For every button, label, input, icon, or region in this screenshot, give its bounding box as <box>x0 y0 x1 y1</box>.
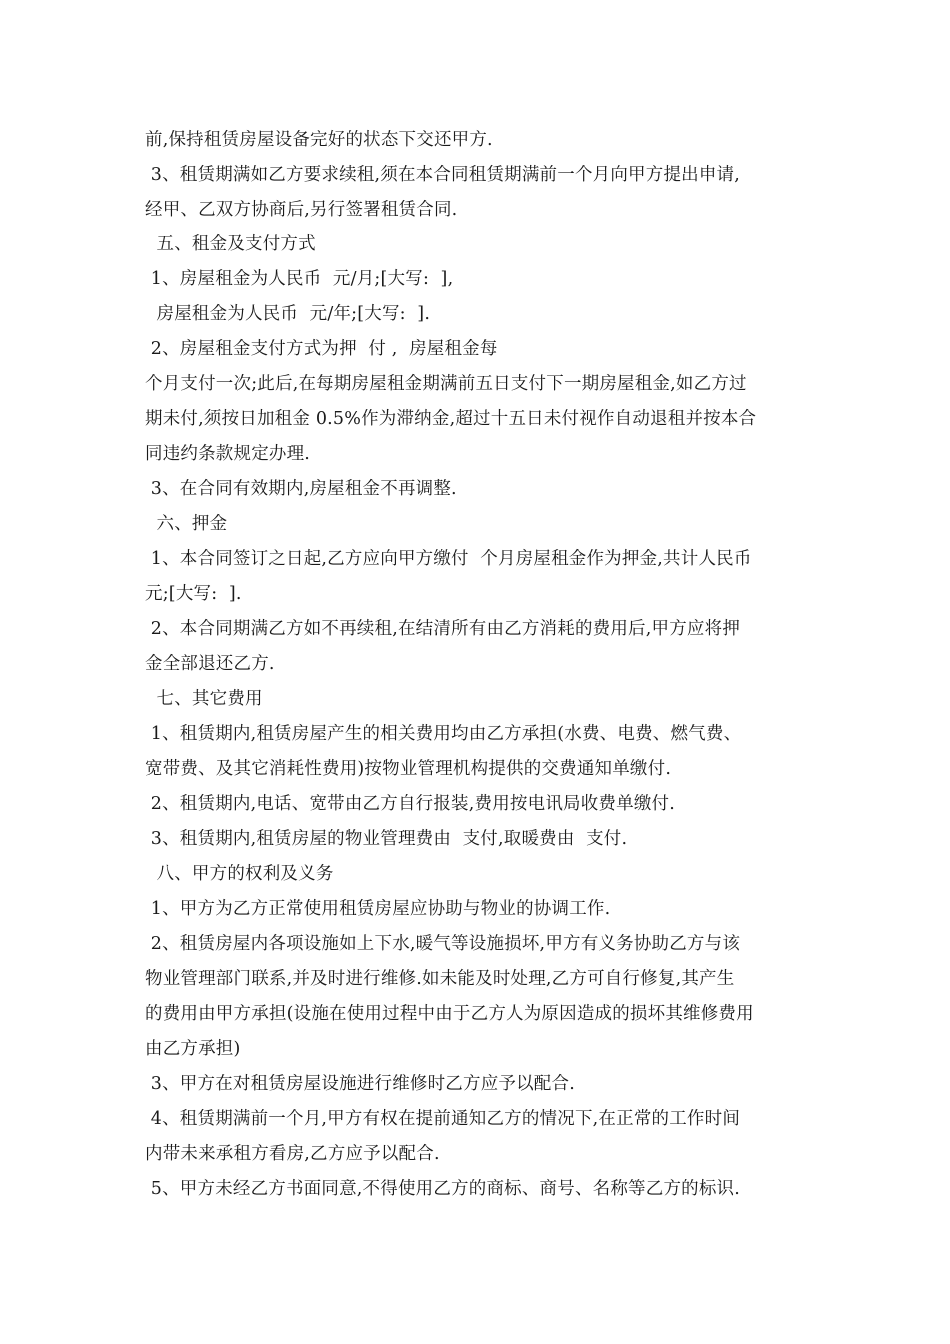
text-line: 3、甲方在对租赁房屋设施进行维修时乙方应予以配合. <box>145 1074 575 1094</box>
text-line: 2、租赁期内,电话、宽带由乙方自行报装,费用按电讯局收费单缴付. <box>145 794 675 814</box>
text-line: 1、房屋租金为人民币 元/月;[大写: ], <box>145 269 454 289</box>
text-line: 1、租赁期内,租赁房屋产生的相关费用均由乙方承担(水费、电费、燃气费、 <box>145 724 742 744</box>
section-heading: 五、租金及支付方式 <box>145 234 316 254</box>
text-line: 1、本合同签订之日起,乙方应向甲方缴付 个月房屋租金作为押金,共计人民币 <box>145 549 752 569</box>
section-heading: 六、押金 <box>145 514 228 534</box>
text-line: 内带未来承租方看房,乙方应予以配合. <box>145 1144 440 1164</box>
text-line: 5、甲方未经乙方书面同意,不得使用乙方的商标、商号、名称等乙方的标识. <box>145 1179 741 1199</box>
text-line: 经甲、乙双方协商后,另行签署租赁合同. <box>145 200 458 220</box>
text-line: 2、本合同期满乙方如不再续租,在结清所有由乙方消耗的费用后,甲方应将押 <box>145 619 741 639</box>
text-line: 4、租赁期满前一个月,甲方有权在提前通知乙方的情况下,在正常的工作时间 <box>145 1109 741 1129</box>
text-line: 前,保持租赁房屋设备完好的状态下交还甲方. <box>145 130 493 150</box>
text-line: 3、在合同有效期内,房屋租金不再调整. <box>145 479 457 499</box>
section-heading: 七、其它费用 <box>145 689 263 709</box>
text-line: 个月支付一次;此后,在每期房屋租金期满前五日支付下一期房屋租金,如乙方过 <box>145 374 747 394</box>
text-line: 期未付,须按日加租金 0.5%作为滞纳金,超过十五日未付视作自动退租并按本合 <box>145 409 757 429</box>
text-line: 宽带费、及其它消耗性费用)按物业管理机构提供的交费通知单缴付. <box>145 759 672 779</box>
text-line: 房屋租金为人民币 元/年;[大写: ]. <box>145 304 431 324</box>
text-line: 元;[大写: ]. <box>145 584 242 604</box>
text-line: 1、甲方为乙方正常使用租赁房屋应协助与物业的协调工作. <box>145 899 611 919</box>
text-line: 3、租赁期内,租赁房屋的物业管理费由 支付,取暖费由 支付. <box>145 829 628 849</box>
section-heading: 八、甲方的权利及义务 <box>145 864 334 884</box>
text-line: 2、房屋租金支付方式为押 付 , 房屋租金每 <box>145 339 498 359</box>
text-line: 物业管理部门联系,并及时进行维修.如未能及时处理,乙方可自行修复,其产生 <box>145 969 735 989</box>
text-line: 金全部退还乙方. <box>145 654 275 674</box>
text-line: 的费用由甲方承担(设施在使用过程中由于乙方人为原因造成的损坏其维修费用 <box>145 1004 754 1024</box>
text-line: 由乙方承担) <box>145 1039 241 1059</box>
text-line: 同违约条款规定办理. <box>145 444 311 464</box>
text-line: 2、租赁房屋内各项设施如上下水,暖气等设施损坏,甲方有义务协助乙方与该 <box>145 934 741 954</box>
text-line: 3、租赁期满如乙方要求续租,须在本合同租赁期满前一个月向甲方提出申请, <box>145 165 741 185</box>
